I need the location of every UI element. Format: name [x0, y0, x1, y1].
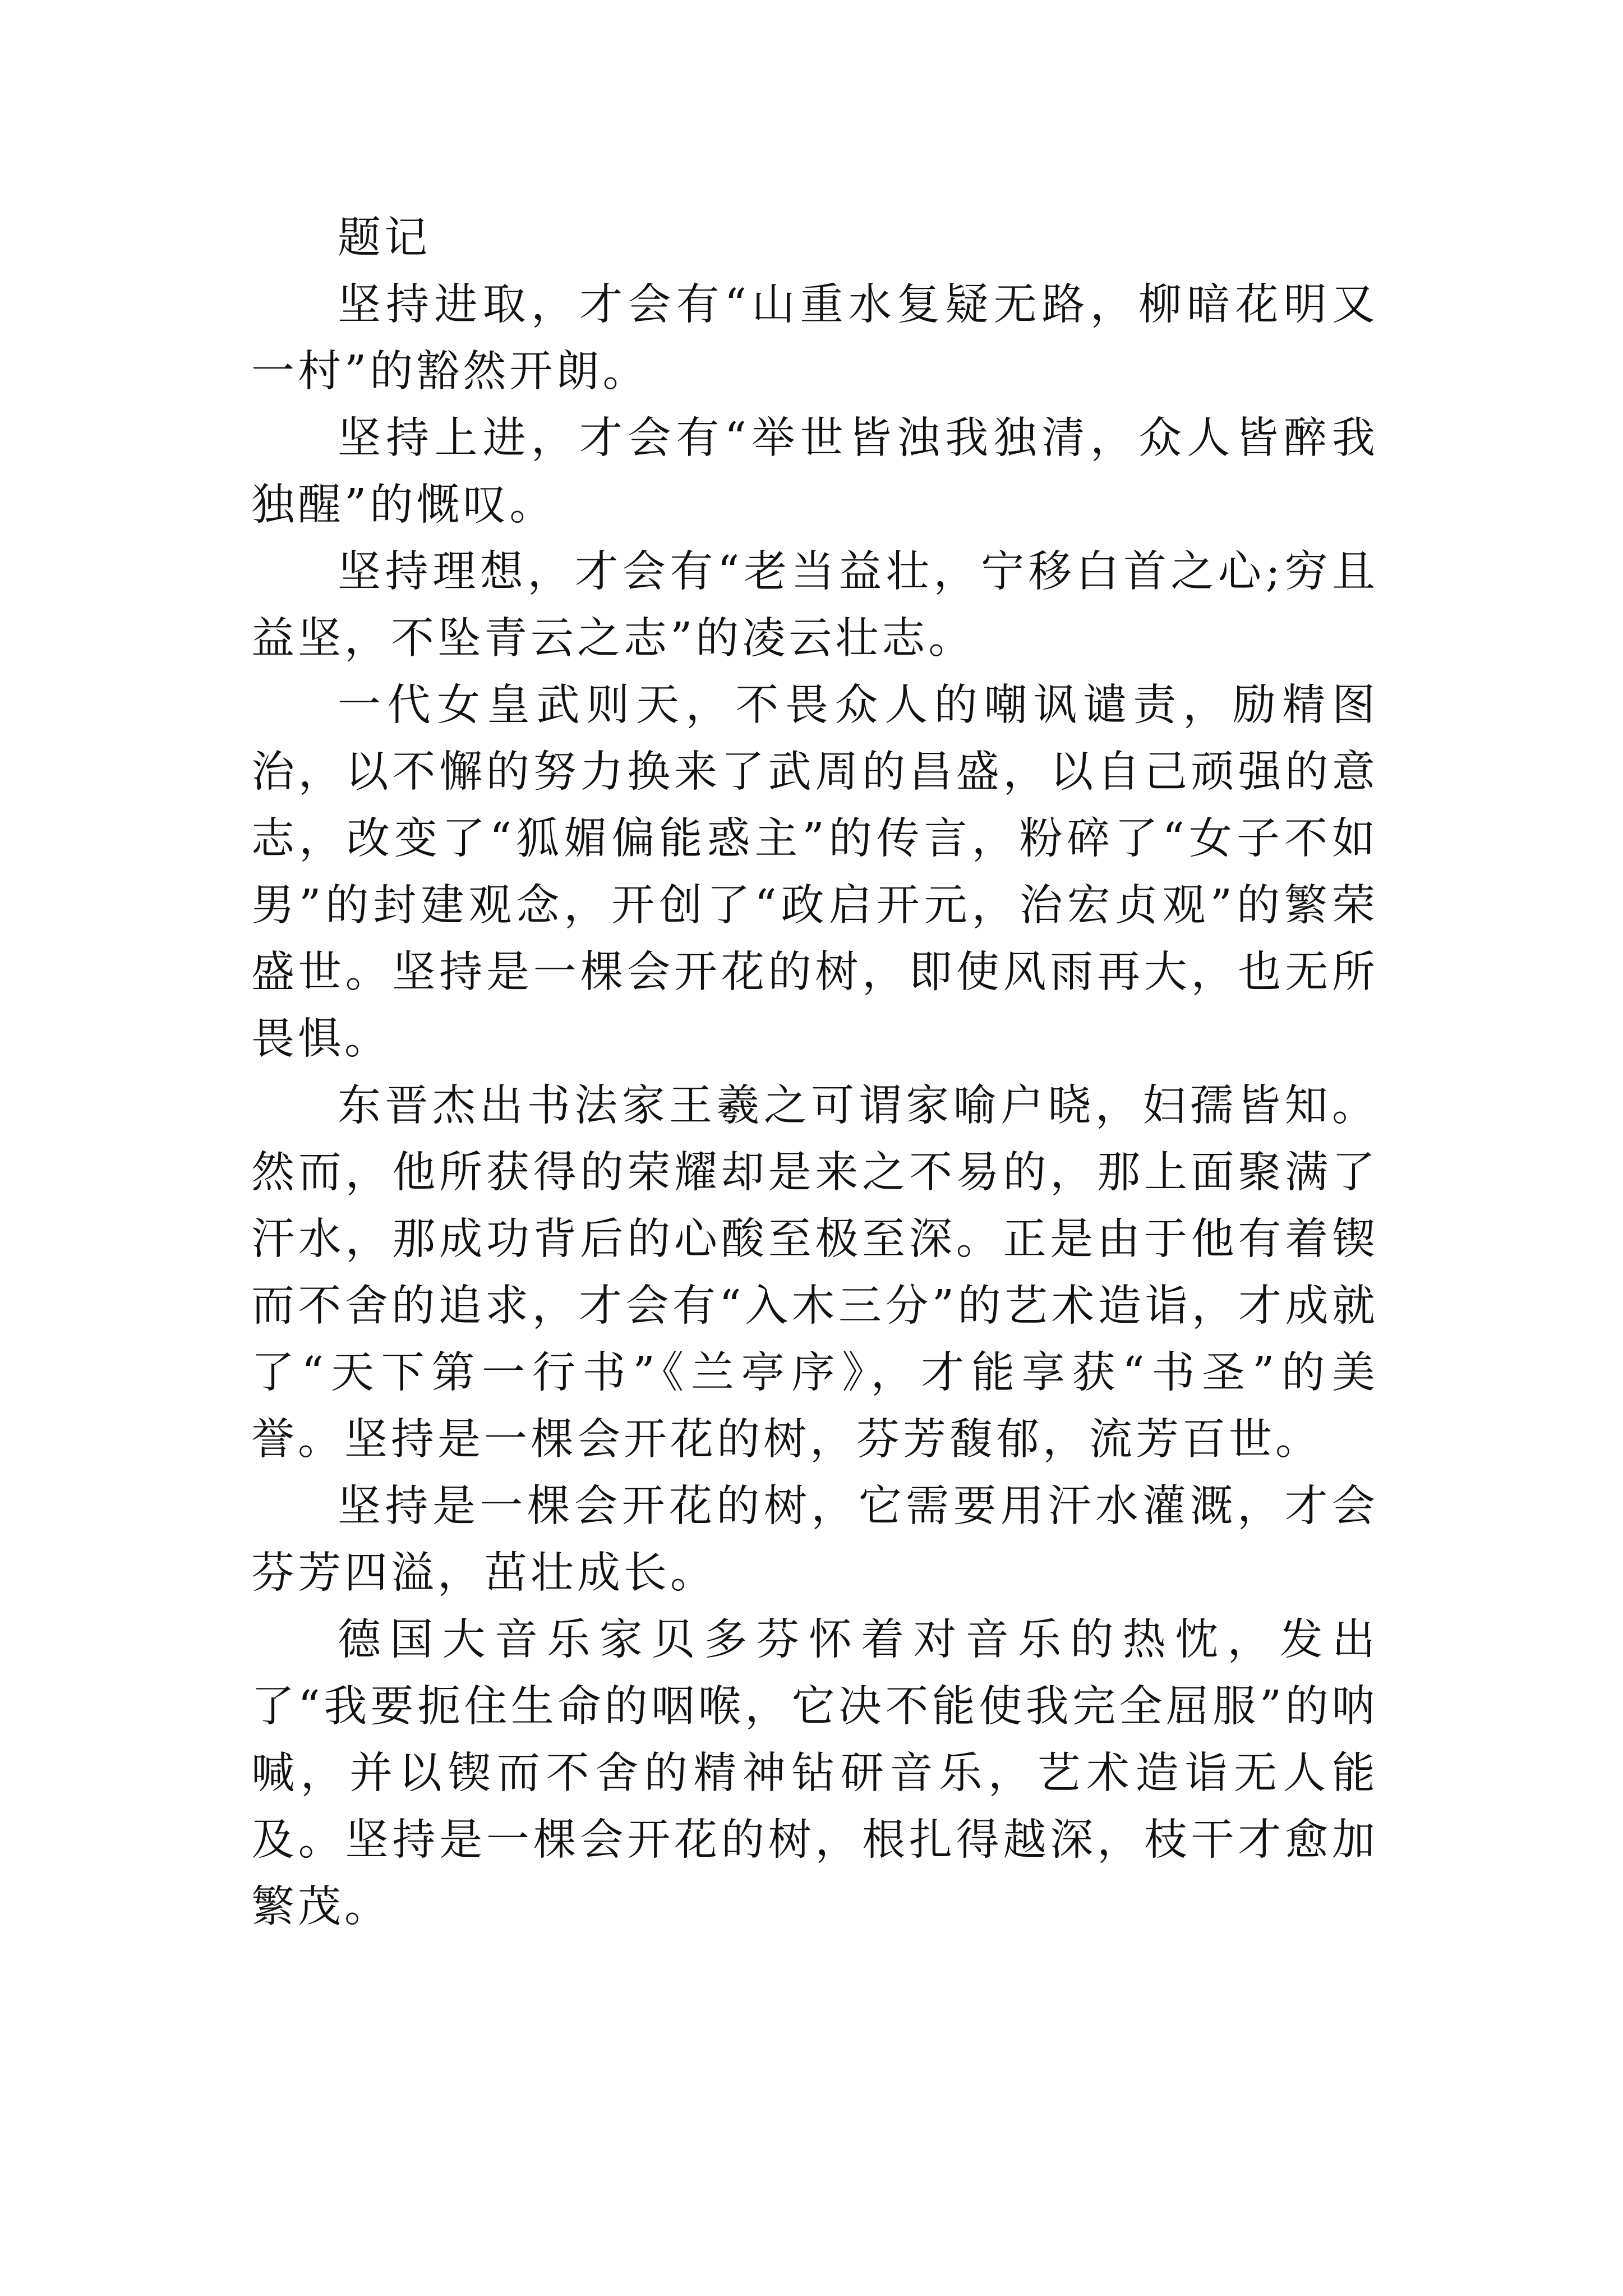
document-heading: 题记 [338, 213, 431, 263]
paragraph: 坚持是一棵会开花的树，它需要用汗水灌溉，才会芬芳四溢，茁壮成长。 [251, 1481, 1378, 1598]
paragraph: 坚持上进，才会有“举世皆浊我独清，众人皆醉我独醒”的慨叹。 [251, 413, 1378, 530]
paragraph: 坚持理想，才会有“老当益壮，宁移白首之心;穷且益坚，不坠青云之志”的凌云壮志。 [251, 547, 1378, 664]
document-body [251, 205, 1378, 1940]
paragraph: 德国大音乐家贝多芬怀着对音乐的热忱，发出了“我要扼住生命的咽喉，它决不能使我完全屈服”的呐喊，并以锲而不舍的精神钻研音乐，艺术造诣无人能及。坚持是一棵会开花的树，根扎得越深，枝干才愈加繁茂。 [251, 1615, 1378, 1932]
paragraph: 东晋杰出书法家王羲之可谓家喻户晓，妇孺皆知。然而，他所获得的荣耀却是来之不易的，那上面聚满了汗水，那成功背后的心酸至极至深。正是由于他有着锲而不舍的追求，才会有“入木三分”的艺术造诣，才成就了“天下第一行书”《兰亭序》，才能享获“书圣”的美誉。坚持是一棵会开花的树，芬芳馥郁，流芳百世。 [251, 1081, 1378, 1465]
paragraph: 坚持进取，才会有“山重水复疑无路，柳暗花明又一村”的豁然开朗。 [251, 280, 1378, 397]
paragraph: 一代女皇武则天，不畏众人的嘲讽谴责，励精图治，以不懈的努力换来了武周的昌盛，以自己顽强的意志，改变了“狐媚偏能惑主”的传言，粉碎了“女子不如男”的封建观念，开创了“政启开元，治宏贞观”的繁荣盛世。坚持是一棵会开花的树，即使风雨再大，也无所畏惧。 [251, 680, 1378, 1064]
